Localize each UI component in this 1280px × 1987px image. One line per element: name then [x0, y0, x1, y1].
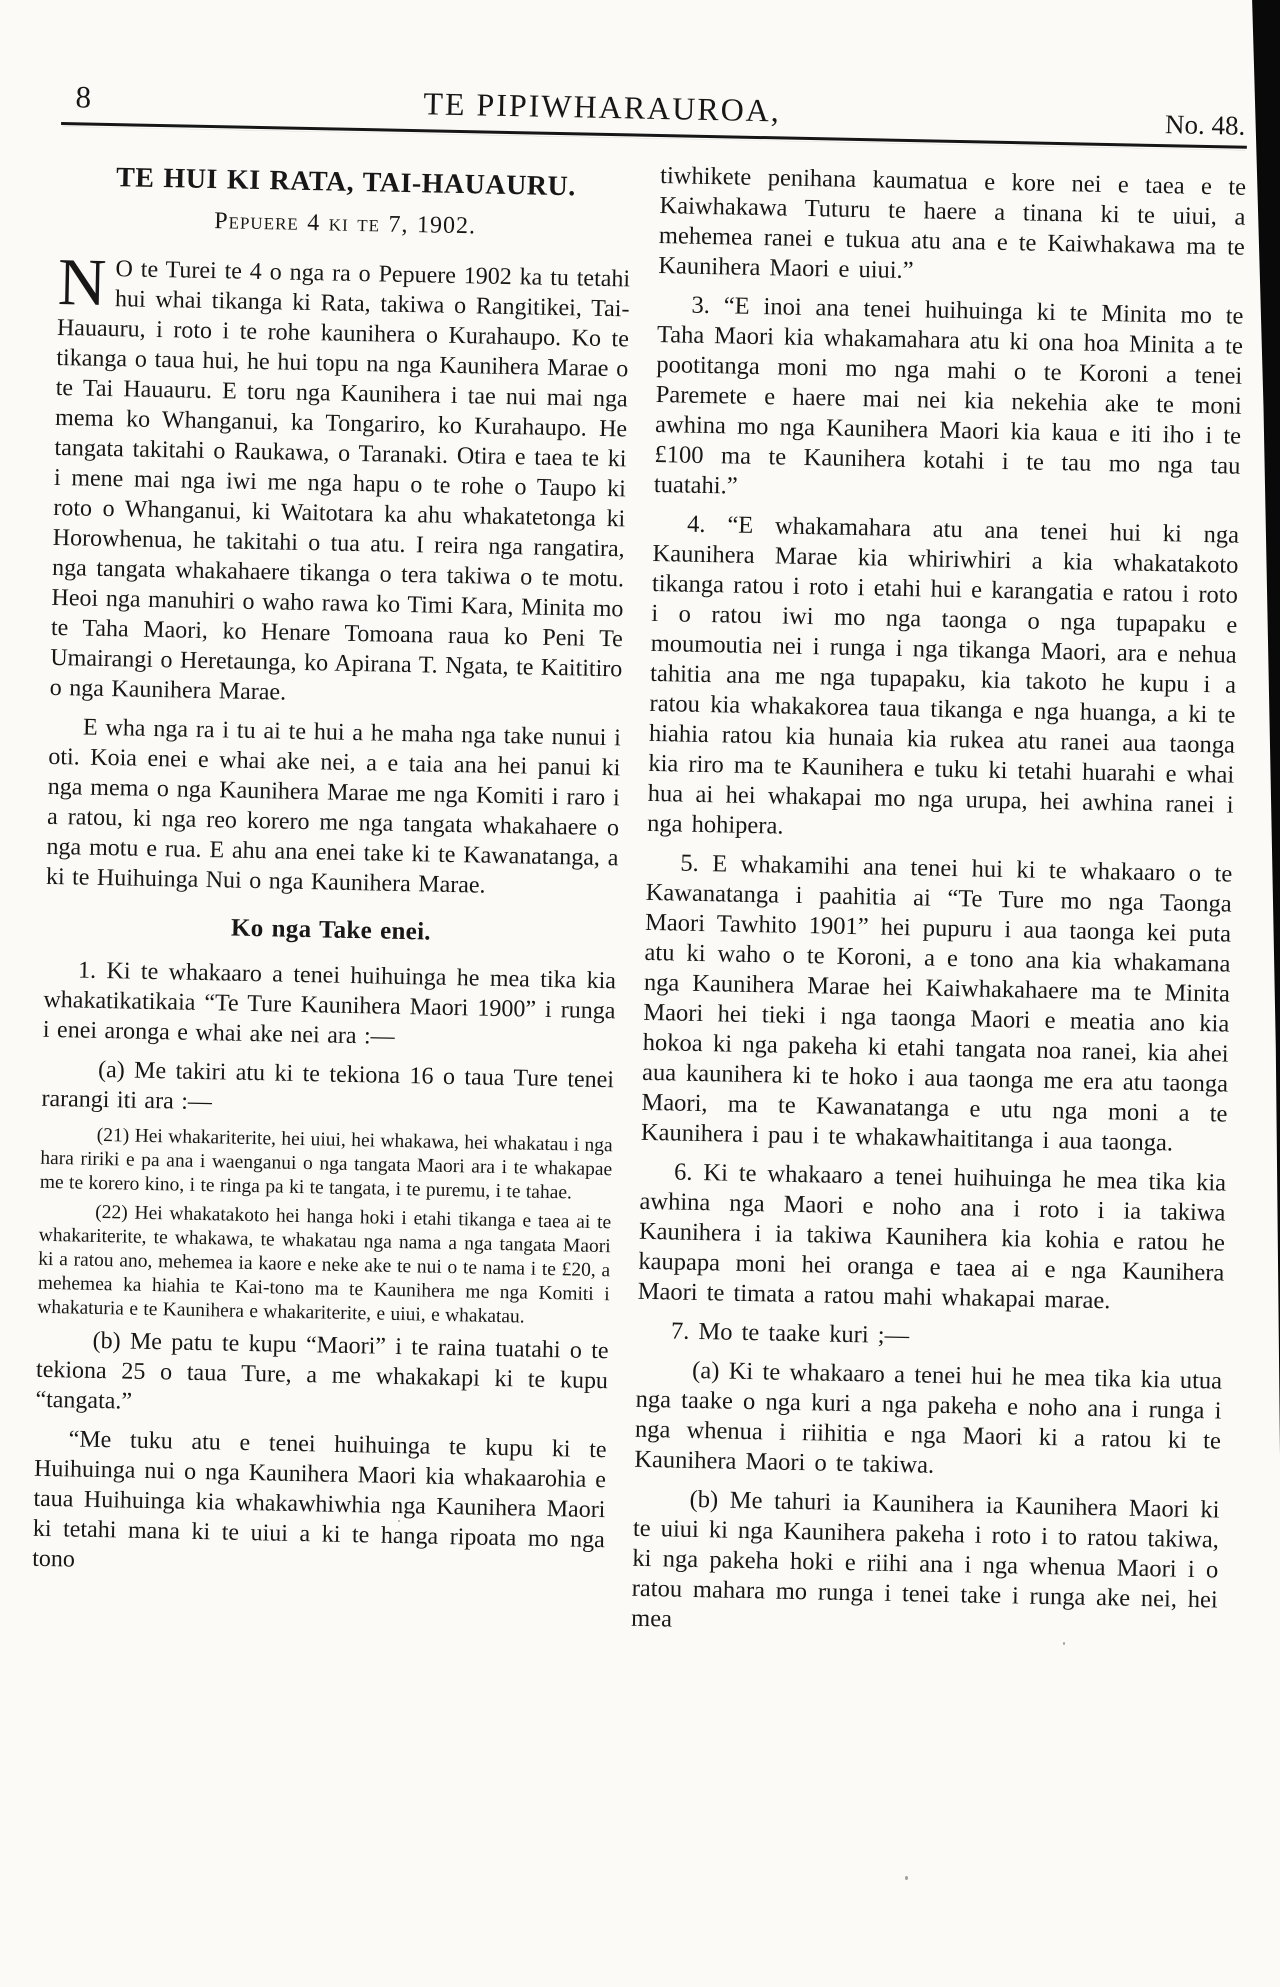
page-number: 8 [75, 79, 92, 115]
scanner-edge-artifact [1250, 0, 1280, 1455]
right-column [631, 161, 1247, 1654]
journal-title: TE PIPIWHARAUROA, [423, 85, 782, 129]
masthead [61, 78, 1248, 139]
resolution-item-4: 4. “E whakamahara atu ana tenei hui ki nga Kaunihera Marae kia whiriwhiri a kia whakatakoto tikanga ratou i roto i etahi hui e karangatia e ratou i roto i o ratou iwi mo nga taonga o nga tupapaku e moumoutia nei i runga i nga tikanga Maori, ara e nehua tahitia ana me nga tupapaku, kia takoto he kupu i a ratou kia whakakorea taua tikanga e nga huanga, a ki te hiahia ratou kia hunaia kia rukea atu ranei aua taonga kia riro ma te Kaunihera e tuku ki tetahi huarahi e whai hua ai hei whakapai mo nga urupa, hei awhina ranei i nga hohipera. [646, 510, 1240, 840]
left-column [32, 149, 633, 1594]
resolution-item-3: 3. “E inoi ana tenei huihuinga ki te Minita mo te Taha Maori kia whakamahara atu ki ona hoa Minita a te pootitanga moni mo nga mahi o te Koroni a tenei Paremete e haere mai nei kia nekehia ake te moni awhina mo nga Kaunihera Maori kia kaua e iti iho i te £100 ma te Kaunihera kotahi i te tau mo nga tau tuatahi.” [653, 291, 1244, 500]
continuation-paragraph: tiwhikete penihana kaumatua e kore nei e taea e te Kaiwhakawa Tuturu te haere a tinana ki te uiui, a mehemea ranei e tukua atu ana e te Kaiwhakawa ma te Kaunihera Maori e uiui.” [658, 162, 1247, 285]
resolution-item-7: 7. Mo te taake kuri ;— [670, 1317, 910, 1350]
article-dateline: Pepuere 4 ki te 7, 1902. [214, 208, 477, 240]
closing-quote-paragraph: “Me tuku atu e tenei huihuinga te kupu ki te Huihuinga nui o nga Kaunihera Maori kia whakaarohia e taua Huihuinga kia whakawhiwhia nga Kaunihera Maori ki tetahi mana ki te uiui a ki te hanga ripoata mo nga tono [32, 1426, 607, 1573]
article-title: TE HUI KI RATA, TAI-HAUAURU. [115, 162, 577, 203]
resolution-item-6: 6. Ki te whakaaro a tenei huihuinga he mea tika kia awhina nga Maori e noho ana i roto i ia takiwa Kaunihera i ia takiwa Kaunihera kia kohia e ratou he kaupapa moni hei oranga e taea ai e nga Kaunihera Maori te timata a ratou mahi whakapai marae. [637, 1158, 1227, 1315]
resolution-item-1a: (a) Me takiri atu ki te tekiona 16 o taua Ture tenei rarangi iti ara :— [41, 1056, 615, 1116]
resolution-item-5: 5. E whakamihi ana tenei hui ki te whakaaro o te Kawanatanga i paahitia ai “Te Ture mo nga Taonga Maori Tawhito 1901” hei pupuru i aua taonga kei puta atu ki waho o te Koroni, a e tono ana kia whakamana nga Kaunihera Marae hei Kaiwhakahaere ma te Minita Maori hei tieki i nga taonga Maori e meatia ano kia hokoa ki nga pakeha ki etahi tangata noa ranei, kia ahei aua kaunihera ki te hoko i aua taonga me era atu taonga Maori, ma te Kawanatanga e utu nga moni a te Kaunihera i pau i te whakawhaititanga i aua taonga. [640, 849, 1233, 1157]
printed-content [31, 78, 1248, 1654]
clause-21: (21) Hei whakariterite, hei uiui, hei whakawa, hei whakatau i nga hara ririki e pa ana i waenganui o nga tangata Maori ara i te whakapae me te korero kino, i te ringa pa ki te tangata, i te puremu, i te tahae. [39, 1124, 613, 1204]
resolution-item-7b: (b) Me tahuri ia Kaunihera ia Kaunihera Maori ki te uiui ki nga Kaunihera pakeha i roto i to ratou takiwa, ki nga pakeha hoki e riihi ana i nga whenua Maori i o ratou mahara mo runga i tenei take i runga ake nei, hei mea [630, 1485, 1220, 1633]
paragraph: E wha nga ra i tu ai te hui a he maha nga take nunui i oti. Koia enei e whai ake nei, a e taia ana hei panui ki nga mema o nga Kaunihera Marae me nga Komiti i raro i a ratou, ki nga reo korero me nga tangata whakahaere o nga motu e rua. E ahu ana enei take ki te Kawanatanga, a ki te Huihuinga Nui o nga Kaunihera Marae. [45, 714, 622, 899]
drop-cap: N [57, 244, 108, 320]
ink-speck [905, 1876, 908, 1880]
article-columns [31, 149, 1247, 1655]
issue-number: No. 48. [1164, 109, 1246, 141]
resolution-item-7a: (a) Ki te whakaaro a tenei hui he mea tika kia utua nga taake o nga kuri a nga pakeha e noho ana i runga i nga whenua i riihitia e nga Maori ki a ratou ki te Kaunihera Maori o te takiwa. [634, 1356, 1223, 1479]
opening-paragraph [49, 244, 631, 714]
clause-22: (22) Hei whakatakoto hei hanga hoki i etahi tikanga e taea ai te whakariterite, te whakawa, te whakatau nga nama a nga tangata Maori ki a ratou ano, mehemea ia kaore e neke ake te nui o te nama i te £20, a mehemea ka hiahia te Kai-tono ma te Kaunihera me nga Komiti i whakaturia e te Kaunihera e whakariterite, e uiui, e whakatau. [37, 1201, 612, 1328]
paragraph-text: O te Turei te 4 o nga ra o Pepuere 1902 ka tu tetahi hui whai tikanga ki Rata, takiwa o Rangitikei, Tai-Hauauru, i roto i te rohe kaunihera o Kurahaupo. Ko te tikanga o taua hui, he hui topu na nga Kaunihera Marae o te Tai Hauauru. E toru nga Kaunihera i tae nui mai nga mema ko Whanganui, ka Tongariro, ko Kurahaupo. He tangata takitahi o Raukawa, o Taranaki. Otira e taea te ki i mene mai nga iwi me nga hapu o te rohe o Taupo ki roto o Whanganui, ki Waitotara ka ahu whakatetonga ki Horowhenua, he takitahi o tua atu. I reira nga rangatira, nga tangata whakahaere tikanga o tera takiwa o te motu. Heoi nga manuhiri o waho rawa ko Timi Kara, Minita mo te Taha Maori, ko Henare Tomoana raua ko Peni Te Umairangi o Heretaunga, ko Apirana T. Ngata, te Kaititiro o nga Kaunihera Marae. [49, 256, 631, 706]
resolution-item-1b: (b) Me patu te kupu “Maori” i te raina tuatahi o te tekiona 25 o taua Ture, a me whakakapi ki te kupu “tangata.” [35, 1327, 609, 1415]
section-heading: Ko nga Take enei. [230, 914, 432, 946]
resolution-item-1: 1. Ki te whakaaro a tenei huihuinga he mea tika kia whakatikatikaia “Te Ture Kaunihera Maori 1900” i runga i enei aronga e whai ake nei ara :— [42, 957, 617, 1050]
